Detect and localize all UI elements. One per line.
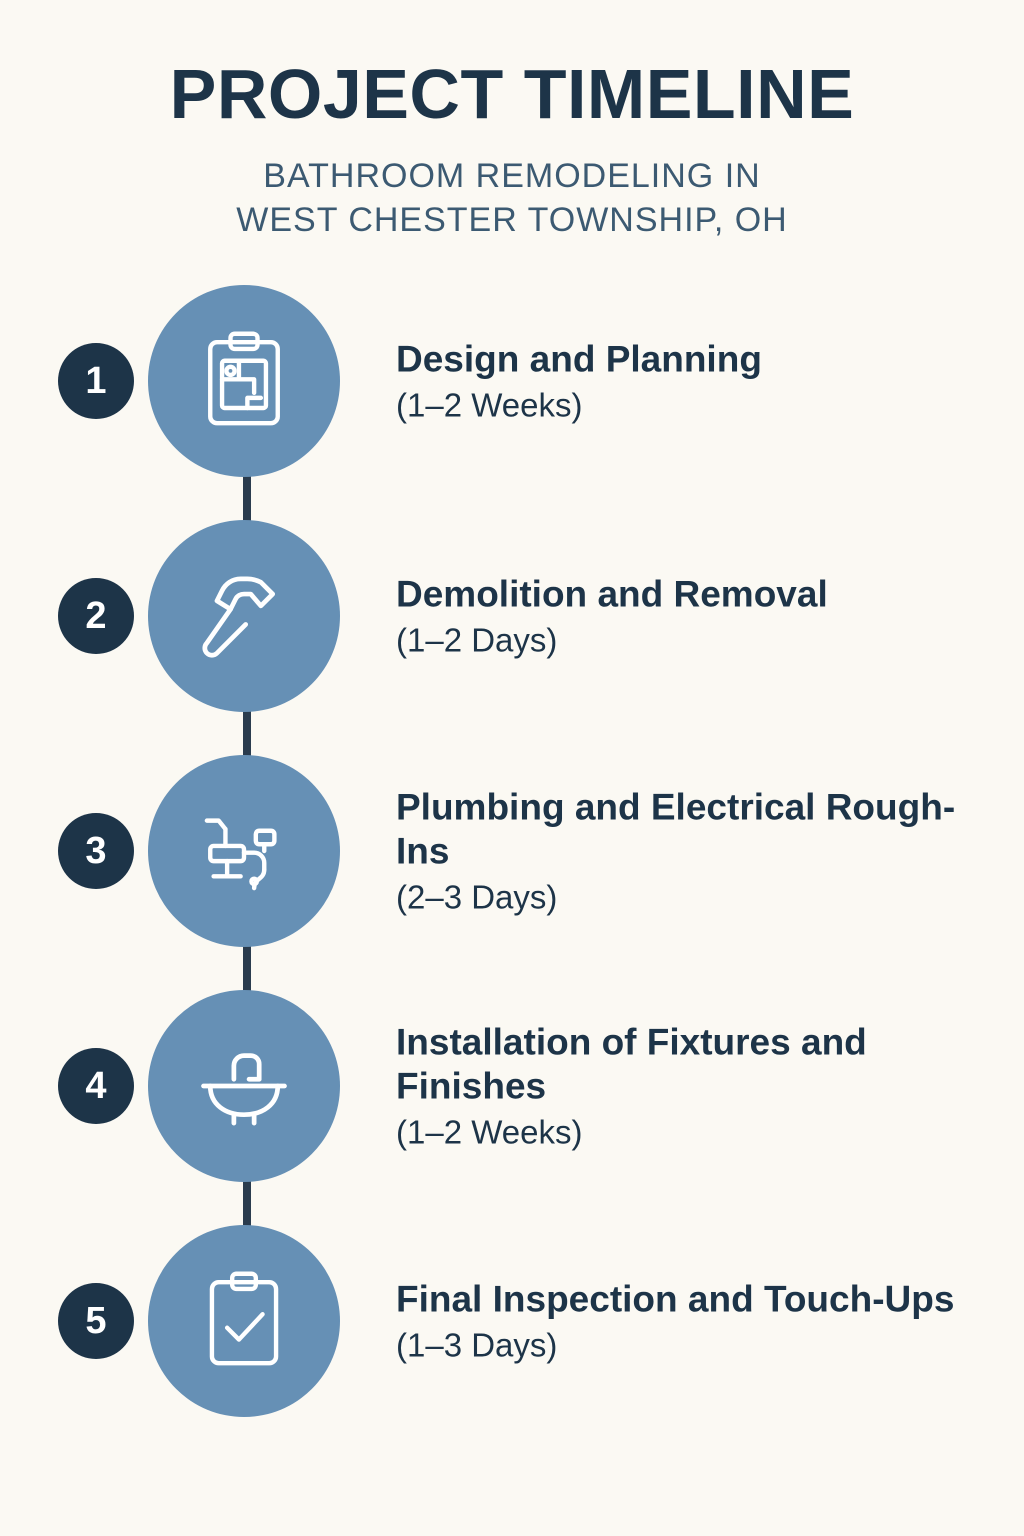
step-icon-circle	[148, 990, 340, 1182]
step-label: Demolition and Removal	[396, 573, 828, 615]
subtitle-line-2: WEST CHESTER TOWNSHIP, OH	[236, 201, 788, 240]
poster-header	[0, 0, 1024, 243]
page-subtitle	[0, 154, 1024, 244]
step-number-badge: 1	[58, 343, 134, 419]
timeline-step	[0, 281, 1024, 481]
step-number-badge: 3	[58, 813, 134, 889]
step-text	[396, 1021, 984, 1152]
step-label: Installation of Fixtures and Finishes	[396, 1021, 867, 1107]
step-icon-circle	[148, 1225, 340, 1417]
step-icon-circle	[148, 755, 340, 947]
step-duration: (2–3 Days)	[396, 878, 558, 916]
step-text	[396, 338, 984, 425]
clipboard-blueprint-icon	[190, 327, 298, 435]
hammer-icon	[190, 562, 298, 670]
step-duration: (1–2 Days)	[396, 621, 558, 659]
step-number-badge: 4	[58, 1048, 134, 1124]
step-label: Final Inspection and Touch-Ups	[396, 1278, 955, 1320]
clipboard-check-icon	[190, 1267, 298, 1375]
step-duration: (1–2 Weeks)	[396, 1113, 583, 1151]
page-title: PROJECT TIMELINE	[169, 55, 855, 133]
timeline-step	[0, 986, 1024, 1186]
timeline-step	[0, 751, 1024, 951]
step-duration: (1–2 Weeks)	[396, 386, 583, 424]
step-text	[396, 1278, 984, 1365]
timeline-step	[0, 516, 1024, 716]
timeline	[0, 281, 1024, 1421]
step-text	[396, 786, 984, 917]
step-number-badge: 2	[58, 578, 134, 654]
subtitle-line-1: BATHROOM REMODELING IN	[263, 156, 761, 195]
faucet-pipe-icon	[190, 797, 298, 905]
step-label: Plumbing and Electrical Rough-Ins	[396, 786, 956, 872]
step-text	[396, 573, 984, 660]
step-label: Design and Planning	[396, 338, 762, 380]
step-duration: (1–3 Days)	[396, 1326, 558, 1364]
sink-basin-icon	[190, 1032, 298, 1140]
timeline-step	[0, 1221, 1024, 1421]
step-icon-circle	[148, 520, 340, 712]
step-number-badge: 5	[58, 1283, 134, 1359]
step-icon-circle	[148, 285, 340, 477]
